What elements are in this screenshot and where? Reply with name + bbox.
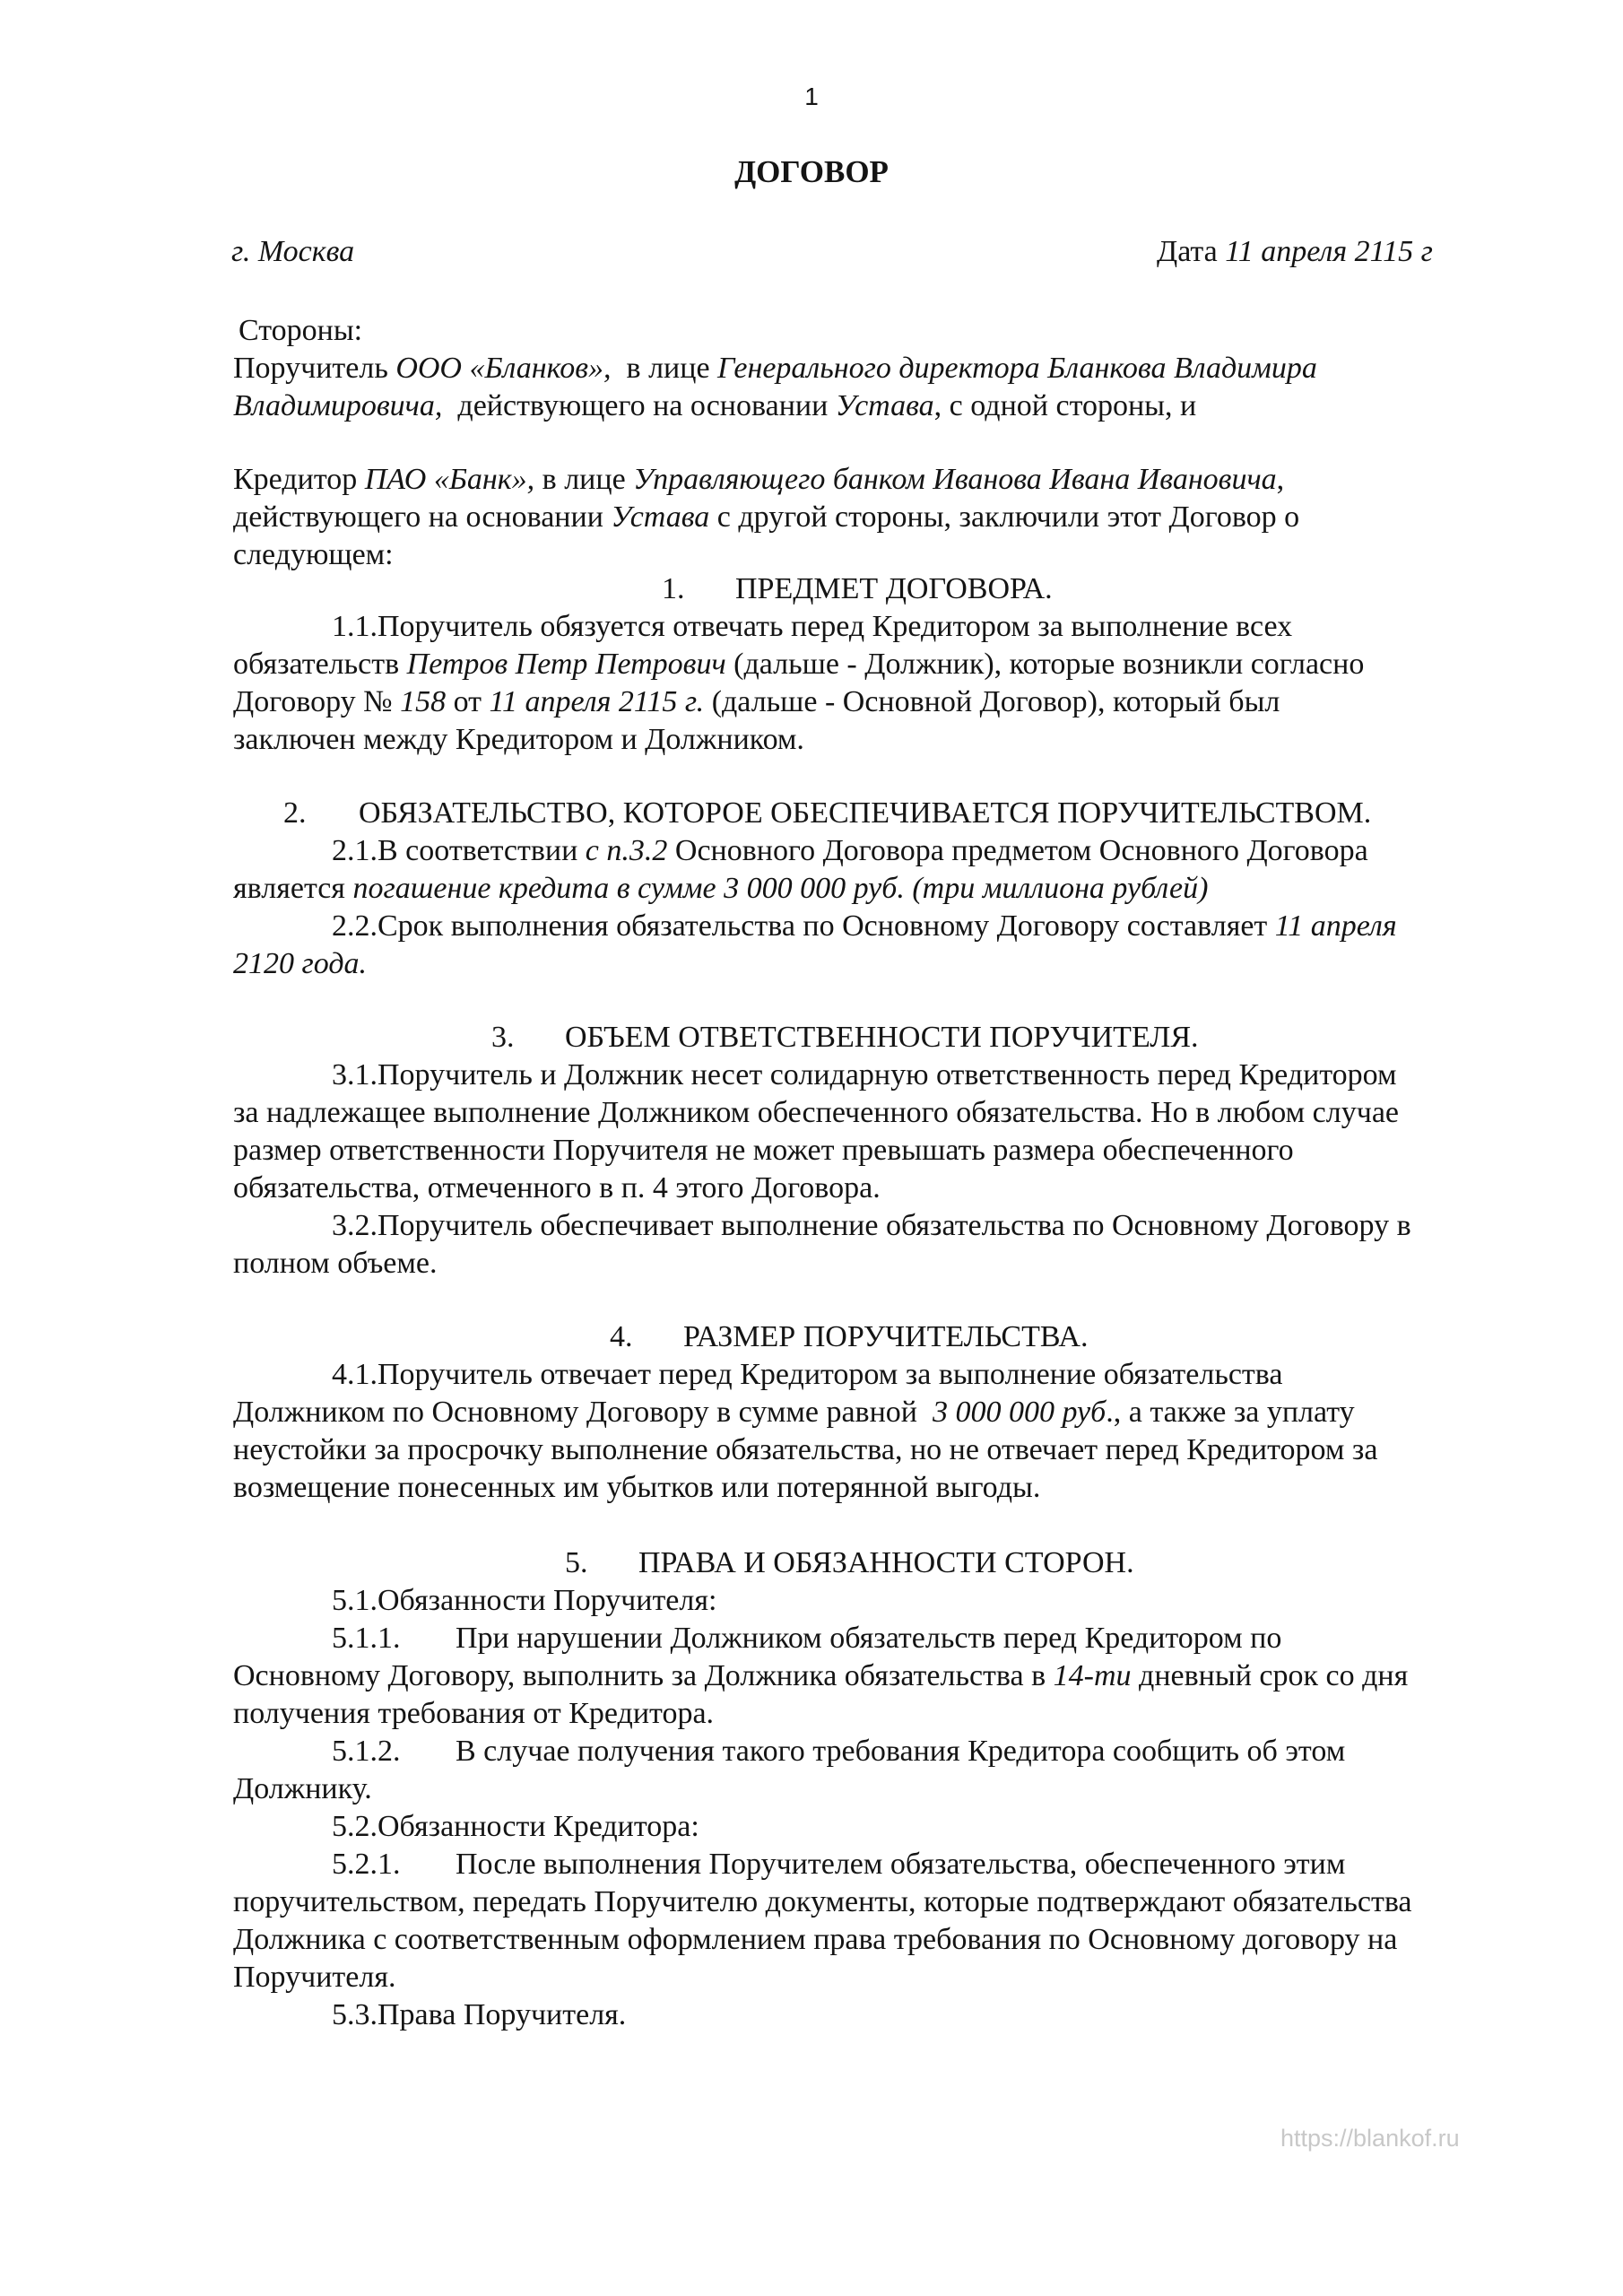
clause-5-1-1-line-2: Основному Договору, выполнить за Должника обязательства в 14-ти дневный срок со дня — [233, 1659, 1409, 1692]
guarantor-line-2: Владимировича, действующего на основании Устава, с одной стороны, и — [233, 389, 1197, 422]
clause-1-1-line-2: обязательств Петров Петр Петрович (дальше - Должник), которые возникли согласно — [233, 648, 1365, 681]
clause-4-1-line-3: неустойки за просрочку выполнение обязательства, но не отвечает перед Кредитором за — [233, 1433, 1378, 1466]
clause-2-2-line-1: 2.2.Срок выполнения обязательства по Основному Договору составляет 11 апреля — [332, 909, 1397, 943]
clause-5-1-2-line-1: В случае получения такого требования Кредитора сообщить об этом — [456, 1735, 1346, 1768]
clause-4-1-line-2: Должником по Основному Договору в сумме равной 3 000 000 руб., а также за уплату — [233, 1396, 1355, 1429]
creditor-line-3: следующем: — [233, 538, 394, 571]
clause-5-1-1-line-1: При нарушении Должником обязательств перед Кредитором по — [456, 1622, 1282, 1655]
page-number: 1 — [804, 83, 819, 110]
clause-5-1-2-line-2: Должнику. — [233, 1772, 372, 1805]
clause-3-1-line-2: за надлежащее выполнение Должником обеспеченного обязательства. Но в любом случае — [233, 1096, 1400, 1129]
clause-5-2-1-line-3: Должника с соответственным оформлением права требования по Основному договору на — [233, 1923, 1398, 1956]
document-title: ДОГОВОР — [734, 154, 889, 189]
clause-3-2-line-2: полном объеме. — [233, 1247, 438, 1280]
clause-5-2-1-line-4: Поручителя. — [233, 1961, 396, 1994]
guarantor-line-1: Поручитель ООО «Бланков», в лице Генерального директора Бланкова Владимира — [233, 352, 1317, 385]
clause-5-1: 5.1.Обязанности Поручителя: — [332, 1584, 717, 1617]
clause-4-1-line-1: 4.1.Поручитель отвечает перед Кредитором за выполнение обязательства — [332, 1358, 1283, 1391]
clause-5-2-1-number: 5.2.1. — [332, 1848, 401, 1881]
creditor-line-1: Кредитор ПАО «Банк», в лице Управляющего банком Иванова Ивана Ивановича, — [233, 463, 1285, 496]
document-page: 1 ДОГОВОР г. Москва Дата 11 апреля 2115 г Стороны: Поручитель ООО «Бланков», в лице Генерального директора Бланкова Владимира Владимировича, действующего на основании Устава, с одной стороны, и Кредитор ПАО «Банк», в лице Управляющего банком Иванова Ивана Ивановича, действующего на основании Устава с другой стороны, заключили этот Договор о следующем: 1. ПРЕДМЕТ ДОГОВОРА. 1.1.Поручитель обязуется отвечать перед Кредитором за выполнение всех обязательств Петров Петр Петрович (дальше - Должник), которые возникли согласно Договору № 158 от 11 апреля 2115 г. (дальше - Основной Договор), который был заключен между Кредитором и Должником. 2. ОБЯЗАТЕЛЬСТВО, КОТОРОЕ ОБЕСПЕЧИВАЕТСЯ ПОРУЧИТЕЛЬСТВОМ. 2.1.В соответствии с п.3.2 Основного Договора предметом Основного Договора является погашение кредита в сумме 3 000 000 руб. (три миллиона рублей) 2.2.Срок выполнения обязательства по Основному Договору составляет 11 апреля 2120 года. 3. ОБЪЕМ ОТВЕТСТВЕННОСТИ ПОРУЧИТЕЛЯ. 3.1.Поручитель и Должник несет солидарную ответственность перед Кредитором за надлежащее выполнение Должником обеспеченного обязательства. Но в любом случае размер ответственности Поручителя не может превышать размера обеспеченного обязательства, отмеченного в п. 4 этого Договора. 3.2.Поручитель обеспечивает выполнение обязательства по Основному Договору в полном объеме. 4. РАЗМЕР ПОРУЧИТЕЛЬСТВА. 4.1.Поручитель отвечает перед Кредитором за выполнение обязательства Должником по Основному Договору в сумме равной 3 000 000 руб., а также за уплату неустойки за просрочку выполнение обязательства, но не отвечает перед Кредитором за возмещение понесенных им убытков или потерянной выгоды. 5. ПРАВА И ОБЯЗАННОСТИ СТОРОН. 5.1.Обязанности Поручителя: 5.1.1. При нарушении Должником обязательств перед Кредитором по Основному Договору, выполнить за Должника обязательства в 14-ти дневный срок со дня получения требования от Кредитора. 5.1.2. В случае получения такого требования Кредитора сообщить об этом Должнику. 5.2.Обязанности Кредитора: 5.2.1. После выполнения Поручителем обязательства, обеспеченного этим поручительством, передать Поручителю документы, которые подтверждают обязательства Должника с соответственным оформлением права требования по Основному договору на Поручителя. 5.3.Права Поручителя. https://blankof.ru — [0, 0, 1623, 2296]
clause-1-1-line-1: 1.1.Поручитель обязуется отвечать перед Кредитором за выполнение всех — [332, 610, 1293, 643]
clause-4-1-line-4: возмещение понесенных им убытков или потерянной выгоды. — [233, 1471, 1041, 1504]
watermark-url: https://blankof.ru — [1280, 2125, 1460, 2152]
clause-1-1-line-3: Договору № 158 от 11 апреля 2115 г. (дальше - Основной Договор), который был — [233, 685, 1280, 718]
clause-5-2-1-line-2: поручительством, передать Поручителю документы, которые подтверждают обязательства — [233, 1885, 1412, 1918]
clause-5-1-1-line-3: получения требования от Кредитора. — [233, 1697, 715, 1730]
clause-3-1-line-4: обязательства, отмеченного в п. 4 этого Договора. — [233, 1171, 881, 1205]
clause-1-1-line-4: заключен между Кредитором и Должником. — [233, 723, 804, 756]
clause-5-1-2-number: 5.1.2. — [332, 1735, 401, 1768]
clause-5-3: 5.3.Права Поручителя. — [332, 1998, 627, 2031]
clause-3-1-line-3: размер ответственности Поручителя не может превышать размера обеспеченного — [233, 1134, 1294, 1167]
clause-5-1-1-number: 5.1.1. — [332, 1622, 401, 1655]
document-date: Дата 11 апреля 2115 г — [1157, 235, 1433, 268]
clause-5-2-1-line-1: После выполнения Поручителем обязательства, обеспеченного этим — [456, 1848, 1346, 1881]
clause-3-1-line-1: 3.1.Поручитель и Должник несет солидарную ответственность перед Кредитором — [332, 1058, 1397, 1091]
clause-2-1-line-1: 2.1.В соответствии с п.3.2 Основного Договора предметом Основного Договора — [332, 834, 1368, 867]
clause-5-2: 5.2.Обязанности Кредитора: — [332, 1810, 699, 1843]
clause-2-2-line-2: 2120 года. — [233, 947, 368, 980]
clause-2-1-line-2: является погашение кредита в сумме 3 000 000 руб. (три миллиона рублей) — [233, 872, 1209, 905]
city: г. Москва — [231, 235, 355, 268]
clause-3-2-line-1: 3.2.Поручитель обеспечивает выполнение обязательства по Основному Договору в — [332, 1209, 1411, 1242]
creditor-line-2: действующего на основании Устава с другой стороны, заключили этот Договор о — [233, 500, 1300, 534]
parties-label: Стороны: — [239, 314, 363, 347]
